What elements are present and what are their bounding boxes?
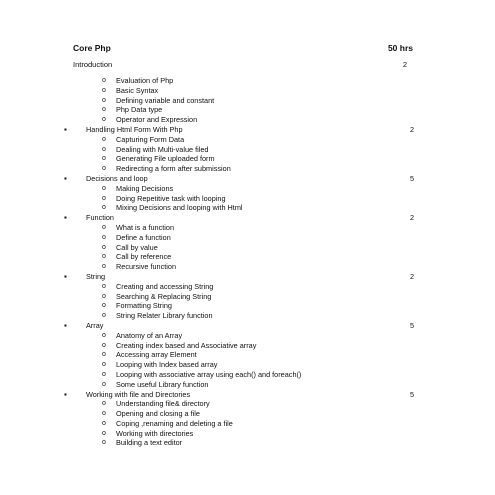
circle-bullet-icon: o [102,370,106,378]
section-hours: 2 [409,213,414,223]
topic-list [64,76,414,448]
topic-item-label: Formatting String [116,301,172,311]
circle-bullet-icon: o [102,410,106,418]
circle-bullet-icon: o [102,194,106,202]
topic-item-label: Mixing Decisions and looping with Html [116,203,243,213]
section-hours: 2 [409,271,414,281]
topic-item-label: Recursive function [116,262,177,272]
circle-bullet-icon: o [102,341,106,349]
topic-item-label: Doing Repetitive task with looping [116,193,226,203]
topic-item-label: Generating File uploaded form [116,154,215,164]
topic-item [64,194,414,204]
intro-label: Introduction [73,60,113,69]
circle-bullet-icon: o [102,380,106,388]
circle-bullet-icon: o [102,145,106,153]
topic-item-label: Creating index based and Associative array [116,340,257,350]
topic-item [64,311,414,321]
circle-bullet-icon: o [102,135,106,143]
circle-bullet-icon: o [102,86,106,94]
topic-item [64,76,414,86]
circle-bullet-icon: o [102,439,106,447]
topic-item [64,301,414,311]
topic-item-label: Coping ,renaming and deleting a file [116,418,233,428]
course-hours: 50 hrs [387,43,413,53]
circle-bullet-icon: o [102,184,106,192]
topic-item-label: Defining variable and constant [116,95,215,105]
topic-item [64,184,414,194]
topic-item [64,409,414,419]
topic-item [64,262,414,272]
topic-item [64,341,414,351]
topic-item [64,154,414,164]
circle-bullet-icon: o [102,233,106,241]
section-hours: 2 [409,124,414,134]
circle-bullet-icon: o [102,400,106,408]
circle-bullet-icon: o [102,429,106,437]
circle-bullet-icon: o [102,77,106,84]
section-title: Array [86,320,104,330]
topic-item [64,223,414,233]
square-bullet-icon: ▪ [64,173,67,183]
circle-bullet-icon: o [102,116,106,124]
square-bullet-icon: ▪ [64,320,67,330]
topic-item [64,203,414,213]
topic-item-label: Looping with Index based array [116,360,218,370]
section-row [64,272,414,282]
circle-bullet-icon: o [102,263,106,271]
topic-item [64,360,414,370]
circle-bullet-icon: o [102,243,106,251]
intro-hours: 2 [402,60,407,69]
topic-item-label: Anatomy of an Array [116,330,183,340]
topic-item-label: String Relater Library function [116,311,213,321]
circle-bullet-icon: o [102,419,106,427]
topic-item [64,233,414,243]
topic-item-label: Redirecting a form after submission [116,164,231,174]
topic-item-label: Opening and closing a file [116,409,200,419]
circle-bullet-icon: o [102,253,106,261]
circle-bullet-icon: o [102,96,106,104]
section-row [64,174,414,184]
circle-bullet-icon: o [102,155,106,163]
circle-bullet-icon: o [102,282,106,290]
topic-item-label: Looping with associative array using each() and foreach() [116,369,302,379]
topic-item [64,243,414,253]
section-row [64,390,414,400]
circle-bullet-icon: o [102,351,106,359]
topic-item [64,105,414,115]
topic-item-label: What is a function [116,222,174,232]
square-bullet-icon: ▪ [64,213,67,223]
topic-item-label: Building a text editor [116,438,183,448]
square-bullet-icon: ▪ [64,271,67,281]
topic-item-label: Define a function [116,232,171,242]
topic-item-label: Evaluation of Php [116,76,174,85]
circle-bullet-icon: o [102,312,106,320]
section-title: Function [86,213,114,223]
topic-item [64,370,414,380]
topic-item [64,292,414,302]
circle-bullet-icon: o [102,204,106,212]
topic-item-label: Operator and Expression [116,115,198,125]
topic-item [64,350,414,360]
topic-item [64,438,414,448]
topic-item-label: Call by value [116,242,158,252]
topic-item [64,86,414,96]
topic-item [64,145,414,155]
section-title: Handling Html Form With Php [86,124,183,134]
course-title: Core Php [73,43,111,53]
topic-item [64,419,414,429]
topic-item-label: Accessing array Element [116,350,197,360]
section-title: String [86,271,106,281]
topic-item-label: Basic Syntax [116,85,159,95]
topic-item-label: Call by reference [116,252,172,262]
circle-bullet-icon: o [102,292,106,300]
topic-item [64,96,414,106]
circle-bullet-icon: o [102,165,106,173]
intro-heading [73,60,407,72]
square-bullet-icon: ▪ [64,124,67,134]
topic-item [64,282,414,292]
topic-item [64,380,414,390]
section-row [64,213,414,223]
section-row [64,321,414,331]
circle-bullet-icon: o [102,106,106,114]
topic-item-label: Creating and accessing String [116,281,214,291]
topic-item-label: Some useful Library function [116,379,209,389]
topic-item [64,331,414,341]
topic-item [64,429,414,439]
section-row [64,125,414,135]
topic-item [64,399,414,409]
section-hours: 5 [409,320,414,330]
topic-item [64,115,414,125]
section-title: Decisions and loop [86,173,148,183]
circle-bullet-icon: o [102,223,106,231]
section-hours: 5 [409,389,414,399]
topic-item-label: Searching & Replacing String [116,291,212,301]
topic-item-label: Dealing with Multi-value filed [116,144,209,154]
section-hours: 5 [409,173,414,183]
topic-item-label: Capturing Form Data [116,134,185,144]
topic-item-label: Working with directories [116,428,194,438]
section-title: Working with file and Directories [86,389,191,399]
topic-item-label: Php Data type [116,105,163,115]
circle-bullet-icon: o [102,331,106,339]
topic-item-label: Making Decisions [116,183,174,193]
course-header [73,43,413,57]
square-bullet-icon: ▪ [64,389,67,399]
topic-item-label: Understanding file& directory [116,399,210,409]
topic-item [64,135,414,145]
circle-bullet-icon: o [102,361,106,369]
topic-item [64,252,414,262]
circle-bullet-icon: o [102,302,106,310]
topic-item [64,164,414,174]
